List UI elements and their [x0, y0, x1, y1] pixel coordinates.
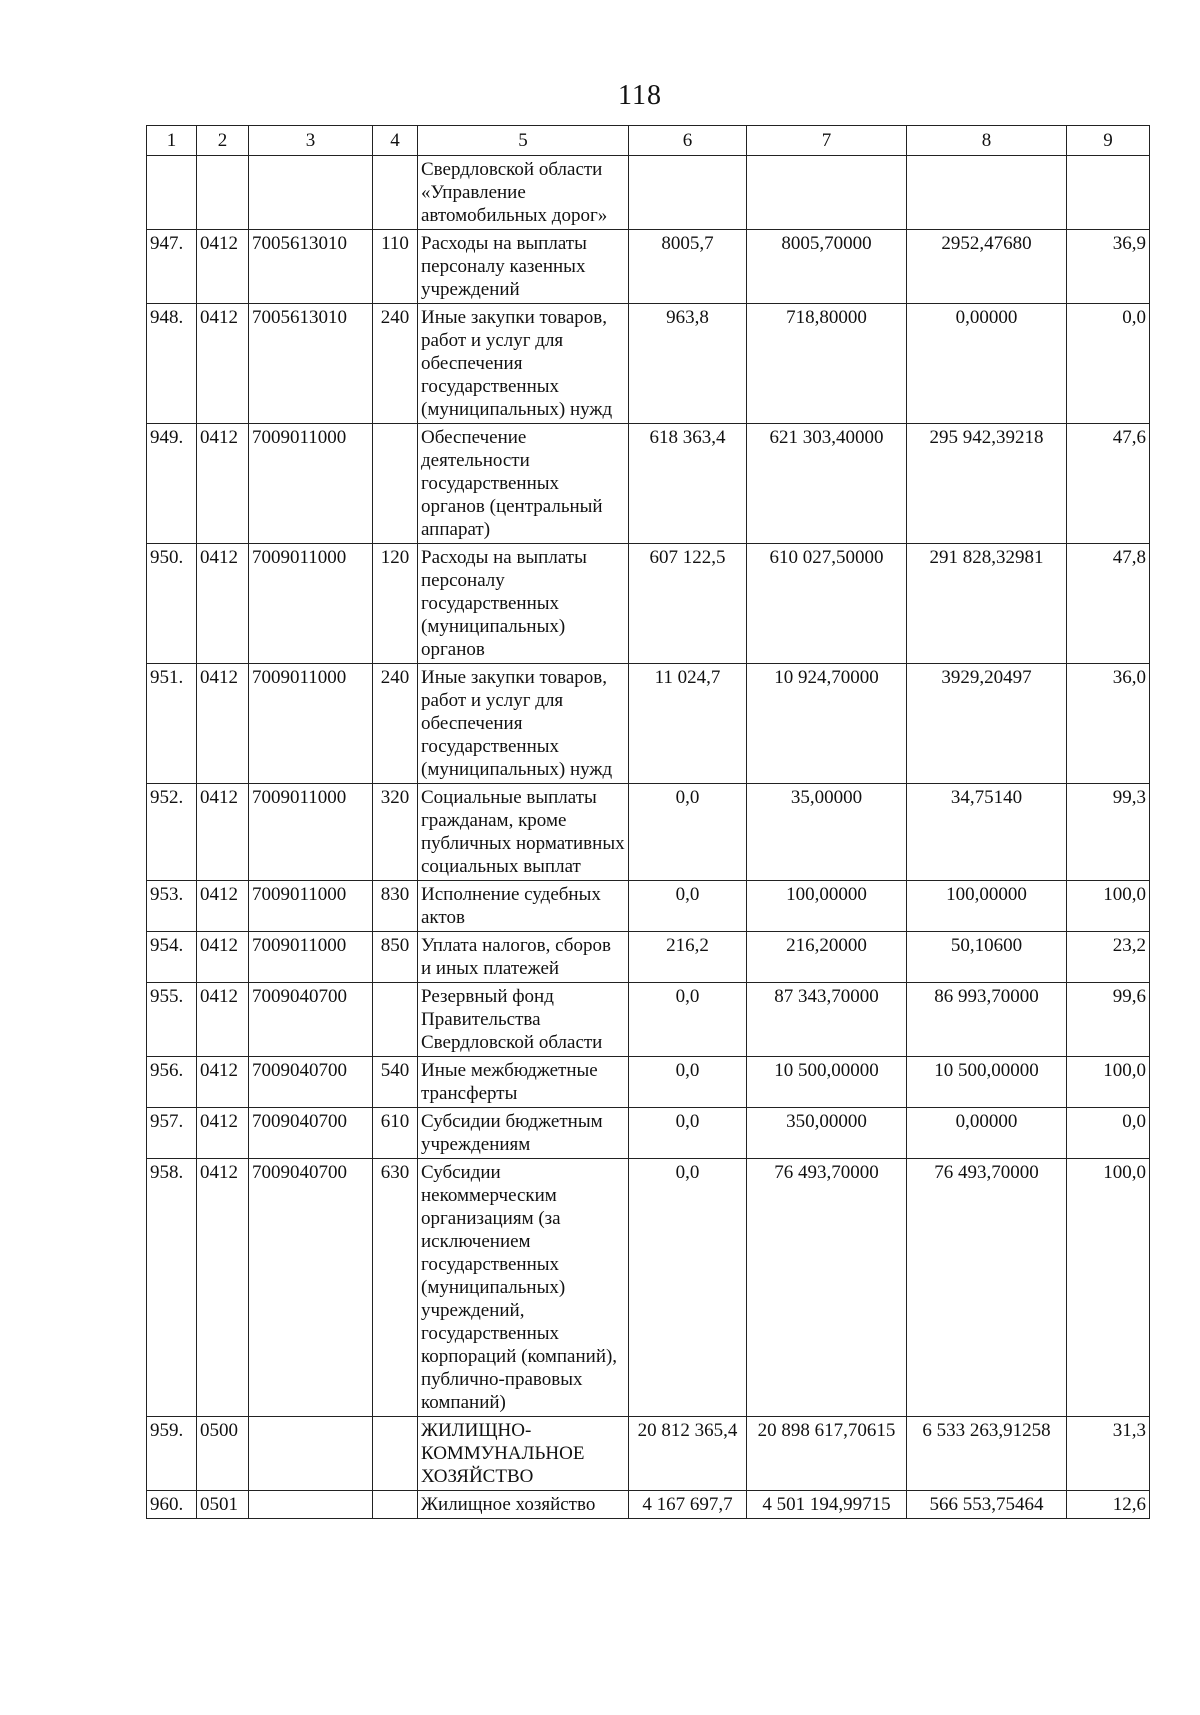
- section-code: 0412: [197, 784, 249, 881]
- execution-percent: 0,0: [1067, 1108, 1150, 1159]
- header-cell-2: 2: [197, 126, 249, 156]
- executed-amount: 76 493,70000: [907, 1159, 1067, 1417]
- row-number: 953.: [147, 881, 197, 932]
- item-description: Резервный фонд Правительства Свердловской области: [418, 983, 629, 1057]
- execution-percent: 36,0: [1067, 664, 1150, 784]
- approved-amount: 607 122,5: [629, 544, 747, 664]
- budget-list-amount: [747, 156, 907, 230]
- expense-type-code: [373, 424, 418, 544]
- approved-amount: 11 024,7: [629, 664, 747, 784]
- header-cell-8: 8: [907, 126, 1067, 156]
- executed-amount: 295 942,39218: [907, 424, 1067, 544]
- item-description: Иные закупки товаров, работ и услуг для обеспечения государственных (муниципальных) нужд: [418, 664, 629, 784]
- item-description: Расходы на выплаты персоналу казенных учреждений: [418, 230, 629, 304]
- section-code: 0412: [197, 881, 249, 932]
- executed-amount: 2952,47680: [907, 230, 1067, 304]
- target-code: 7009011000: [249, 784, 373, 881]
- table-row: [147, 544, 1150, 664]
- budget-list-amount: 10 500,00000: [747, 1057, 907, 1108]
- table-row: [147, 1108, 1150, 1159]
- section-code: 0412: [197, 304, 249, 424]
- budget-list-amount: 216,20000: [747, 932, 907, 983]
- executed-amount: 291 828,32981: [907, 544, 1067, 664]
- expense-type-code: [373, 1491, 418, 1519]
- executed-amount: 0,00000: [907, 1108, 1067, 1159]
- approved-amount: 8005,7: [629, 230, 747, 304]
- target-code: 7009011000: [249, 932, 373, 983]
- section-code: 0412: [197, 1057, 249, 1108]
- executed-amount: 50,10600: [907, 932, 1067, 983]
- executed-amount: 34,75140: [907, 784, 1067, 881]
- approved-amount: 0,0: [629, 983, 747, 1057]
- target-code: 7009040700: [249, 1159, 373, 1417]
- budget-list-amount: 100,00000: [747, 881, 907, 932]
- approved-amount: 216,2: [629, 932, 747, 983]
- target-code: [249, 1491, 373, 1519]
- row-number: 947.: [147, 230, 197, 304]
- expense-type-code: 240: [373, 304, 418, 424]
- table-row: [147, 304, 1150, 424]
- item-description: Иные межбюджетные трансферты: [418, 1057, 629, 1108]
- target-code: 7005613010: [249, 230, 373, 304]
- expense-type-code: 610: [373, 1108, 418, 1159]
- page-number: 118: [618, 80, 662, 111]
- table-row: [147, 881, 1150, 932]
- section-code: 0412: [197, 983, 249, 1057]
- section-code: 0412: [197, 932, 249, 983]
- item-description: Обеспечение деятельности государственных органов (центральный аппарат): [418, 424, 629, 544]
- row-number: 952.: [147, 784, 197, 881]
- header-row: [147, 126, 1150, 156]
- execution-percent: 0,0: [1067, 304, 1150, 424]
- executed-amount: [907, 156, 1067, 230]
- row-number: 956.: [147, 1057, 197, 1108]
- target-code: [249, 1417, 373, 1491]
- execution-percent: 23,2: [1067, 932, 1150, 983]
- expense-type-code: 120: [373, 544, 418, 664]
- row-number: 951.: [147, 664, 197, 784]
- section-code: 0501: [197, 1491, 249, 1519]
- header-cell-5: 5: [418, 126, 629, 156]
- budget-list-amount: 76 493,70000: [747, 1159, 907, 1417]
- table-row: [147, 1057, 1150, 1108]
- target-code: 7009011000: [249, 424, 373, 544]
- section-code: 0412: [197, 664, 249, 784]
- budget-list-amount: 8005,70000: [747, 230, 907, 304]
- row-number: 955.: [147, 983, 197, 1057]
- table-row: [147, 983, 1150, 1057]
- budget-list-amount: 350,00000: [747, 1108, 907, 1159]
- target-code: 7009011000: [249, 544, 373, 664]
- budget-list-amount: 20 898 617,70615: [747, 1417, 907, 1491]
- item-description: Субсидии некоммерческим организациям (за исключением государственных (муниципальных) учреждений, государственных корпораций (компаний), публично-правовых компаний): [418, 1159, 629, 1417]
- target-code: 7009011000: [249, 664, 373, 784]
- budget-list-amount: 87 343,70000: [747, 983, 907, 1057]
- budget-list-amount: 4 501 194,99715: [747, 1491, 907, 1519]
- table-row: [147, 932, 1150, 983]
- execution-percent: 100,0: [1067, 1057, 1150, 1108]
- budget-list-amount: 718,80000: [747, 304, 907, 424]
- execution-percent: 12,6: [1067, 1491, 1150, 1519]
- executed-amount: 6 533 263,91258: [907, 1417, 1067, 1491]
- target-code: 7009040700: [249, 983, 373, 1057]
- expense-type-code: 240: [373, 664, 418, 784]
- expense-type-code: 320: [373, 784, 418, 881]
- section-code: 0412: [197, 230, 249, 304]
- expense-type-code: 830: [373, 881, 418, 932]
- approved-amount: 963,8: [629, 304, 747, 424]
- budget-list-amount: 621 303,40000: [747, 424, 907, 544]
- approved-amount: 20 812 365,4: [629, 1417, 747, 1491]
- table-row: [147, 784, 1150, 881]
- target-code: 7009011000: [249, 881, 373, 932]
- approved-amount: 0,0: [629, 881, 747, 932]
- approved-amount: [629, 156, 747, 230]
- section-code: [197, 156, 249, 230]
- table-row: [147, 1417, 1150, 1491]
- budget-list-amount: 610 027,50000: [747, 544, 907, 664]
- execution-percent: [1067, 156, 1150, 230]
- execution-percent: 100,0: [1067, 1159, 1150, 1417]
- header-cell-1: 1: [147, 126, 197, 156]
- execution-percent: 100,0: [1067, 881, 1150, 932]
- table-body: [147, 156, 1150, 1519]
- target-code: 7009040700: [249, 1108, 373, 1159]
- executed-amount: 3929,20497: [907, 664, 1067, 784]
- item-description: Расходы на выплаты персоналу государственных (муниципальных) органов: [418, 544, 629, 664]
- table-row: [147, 156, 1150, 230]
- execution-percent: 47,8: [1067, 544, 1150, 664]
- target-code: [249, 156, 373, 230]
- item-description: Иные закупки товаров, работ и услуг для обеспечения государственных (муниципальных) нужд: [418, 304, 629, 424]
- header-cell-9: 9: [1067, 126, 1150, 156]
- table-row: [147, 1491, 1150, 1519]
- item-description: Уплата налогов, сборов и иных платежей: [418, 932, 629, 983]
- header-cell-6: 6: [629, 126, 747, 156]
- execution-percent: 31,3: [1067, 1417, 1150, 1491]
- row-number: 948.: [147, 304, 197, 424]
- row-number: 954.: [147, 932, 197, 983]
- section-code: 0412: [197, 1159, 249, 1417]
- approved-amount: 0,0: [629, 784, 747, 881]
- execution-percent: 36,9: [1067, 230, 1150, 304]
- target-code: 7009040700: [249, 1057, 373, 1108]
- approved-amount: 0,0: [629, 1159, 747, 1417]
- section-code: 0500: [197, 1417, 249, 1491]
- budget-list-amount: 35,00000: [747, 784, 907, 881]
- expense-type-code: [373, 156, 418, 230]
- budget-table: [146, 125, 1150, 1519]
- table-row: [147, 424, 1150, 544]
- approved-amount: 4 167 697,7: [629, 1491, 747, 1519]
- row-number: 957.: [147, 1108, 197, 1159]
- row-number: 958.: [147, 1159, 197, 1417]
- expense-type-code: 110: [373, 230, 418, 304]
- approved-amount: 0,0: [629, 1108, 747, 1159]
- header-cell-7: 7: [747, 126, 907, 156]
- row-number: [147, 156, 197, 230]
- item-description: Жилищное хозяйство: [418, 1491, 629, 1519]
- section-code: 0412: [197, 1108, 249, 1159]
- row-number: 959.: [147, 1417, 197, 1491]
- execution-percent: 47,6: [1067, 424, 1150, 544]
- section-code: 0412: [197, 424, 249, 544]
- header-cell-3: 3: [249, 126, 373, 156]
- target-code: 7005613010: [249, 304, 373, 424]
- executed-amount: 0,00000: [907, 304, 1067, 424]
- item-description: Субсидии бюджетным учреждениям: [418, 1108, 629, 1159]
- header-cell-4: 4: [373, 126, 418, 156]
- table-row: [147, 230, 1150, 304]
- item-description: Социальные выплаты гражданам, кроме публичных нормативных социальных выплат: [418, 784, 629, 881]
- expense-type-code: 850: [373, 932, 418, 983]
- executed-amount: 566 553,75464: [907, 1491, 1067, 1519]
- approved-amount: 618 363,4: [629, 424, 747, 544]
- execution-percent: 99,3: [1067, 784, 1150, 881]
- row-number: 960.: [147, 1491, 197, 1519]
- row-number: 949.: [147, 424, 197, 544]
- row-number: 950.: [147, 544, 197, 664]
- expense-type-code: 540: [373, 1057, 418, 1108]
- table-row: [147, 1159, 1150, 1417]
- execution-percent: 99,6: [1067, 983, 1150, 1057]
- item-description: ЖИЛИЩНО-КОММУНАЛЬНОЕ ХОЗЯЙСТВО: [418, 1417, 629, 1491]
- expense-type-code: [373, 983, 418, 1057]
- item-description: Свердловской области «Управление автомобильных дорог»: [418, 156, 629, 230]
- expense-type-code: 630: [373, 1159, 418, 1417]
- item-description: Исполнение судебных актов: [418, 881, 629, 932]
- executed-amount: 86 993,70000: [907, 983, 1067, 1057]
- executed-amount: 10 500,00000: [907, 1057, 1067, 1108]
- approved-amount: 0,0: [629, 1057, 747, 1108]
- executed-amount: 100,00000: [907, 881, 1067, 932]
- section-code: 0412: [197, 544, 249, 664]
- budget-list-amount: 10 924,70000: [747, 664, 907, 784]
- expense-type-code: [373, 1417, 418, 1491]
- table-row: [147, 664, 1150, 784]
